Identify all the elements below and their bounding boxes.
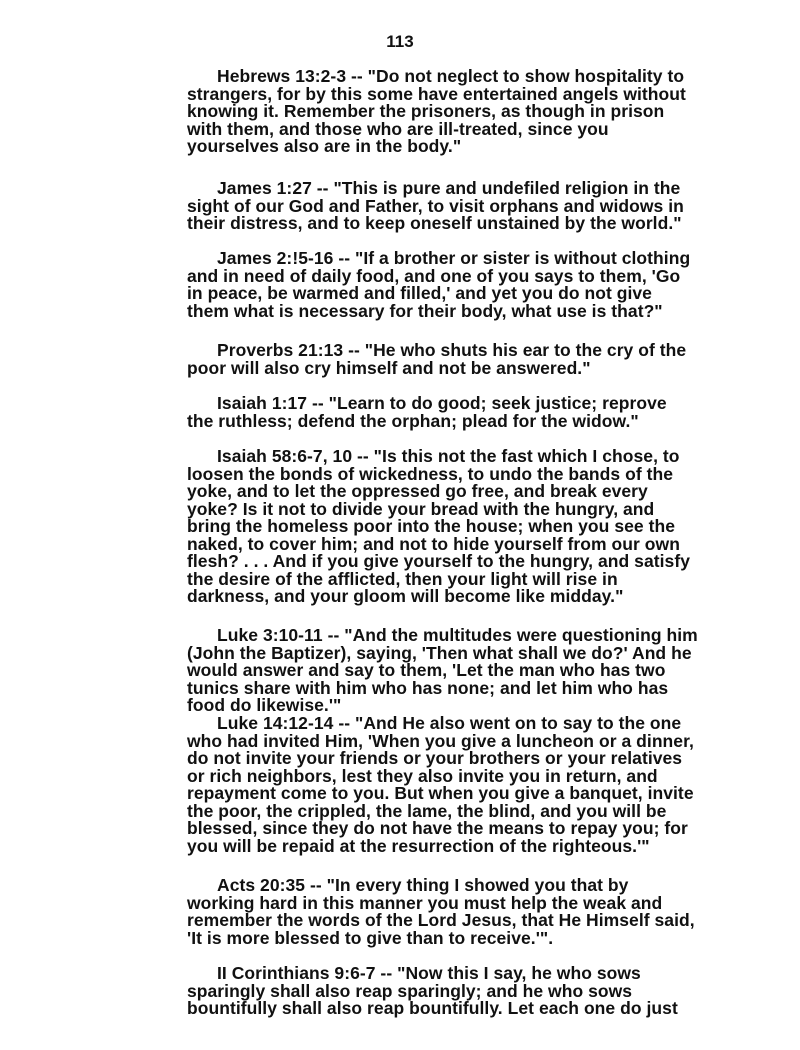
passage-acts-20: Acts 20:35 -- "In every thing I showed you that by working hard in this manner you must help the weak and remember the words of the Lord Jesus, that He Himself said, 'It is more blessed to give than to receive.'". bbox=[187, 875, 695, 948]
passage-luke-14: Luke 14:12-14 -- "And He also went on to say to the one who had invited Him, 'When you give a luncheon or a dinner, do not invite your friends or your brothers or your relatives or rich neighbors, lest they also invite you in return, and repayment come to you. But when you give a banquet, invite the poor, the crippled, the lame, the blind, and you will be blessed, since they do not have the means to repay you; for you will be repaid at the resurrection of the righteous.'" bbox=[187, 713, 694, 856]
passage-proverbs-21: Proverbs 21:13 -- "He who shuts his ear to the cry of the poor will also cry himself and not be answered." bbox=[187, 340, 687, 378]
page-number: 113 bbox=[386, 32, 414, 51]
passage-james-1: James 1:27 -- "This is pure and undefiled religion in the sight of our God and Father, to visit orphans and widows in their distress, and to keep oneself unstained by the world." bbox=[187, 178, 684, 233]
passage-james-2: James 2:!5-16 -- "If a brother or sister is without clothing and in need of daily food, and one of you says to them, 'Go in peace, be warmed and filled,' and yet you do not give them what is necessary for their body, what use is that?" bbox=[187, 248, 691, 321]
passage-2-corinthians-9: II Corinthians 9:6-7 -- "Now this I say, he who sows sparingly shall also reap sparingly; and he who sows bountifully shall also reap bountifully. Let each one do just bbox=[187, 963, 678, 1018]
passage-hebrews-13: Hebrews 13:2-3 -- "Do not neglect to show hospitality to strangers, for by this some have entertained angels without knowing it. Remember the prisoners, as though in prison with them, and those who are ill-treated, since you yourselves also are in the body." bbox=[187, 66, 686, 156]
passage-isaiah-58: Isaiah 58:6-7, 10 -- "Is this not the fast which I chose, to loosen the bonds of wickedness, to undo the bands of the yoke, and to let the oppressed go free, and break every yoke? Is it not to divide your bread with the hungry, and bring the homeless poor into the house; when you see the naked, to cover him; and not to hide yourself from our own flesh? . . . And if you give yourself to the hungry, and satisfy the desire of the afflicted, then your light will rise in darkness, and your gloom will become like midday." bbox=[187, 446, 690, 606]
passage-luke-3: Luke 3:10-11 -- "And the multitudes were questioning him (John the Baptizer), saying, 'Then what shall we do?' And he would answer and say to them, 'Let the man who has two tunics share with him who has none; and let him who has food do likewise.'" bbox=[187, 625, 698, 715]
passage-isaiah-1: Isaiah 1:17 -- "Learn to do good; seek justice; reprove the ruthless; defend the orphan; plead for the widow." bbox=[187, 393, 667, 431]
